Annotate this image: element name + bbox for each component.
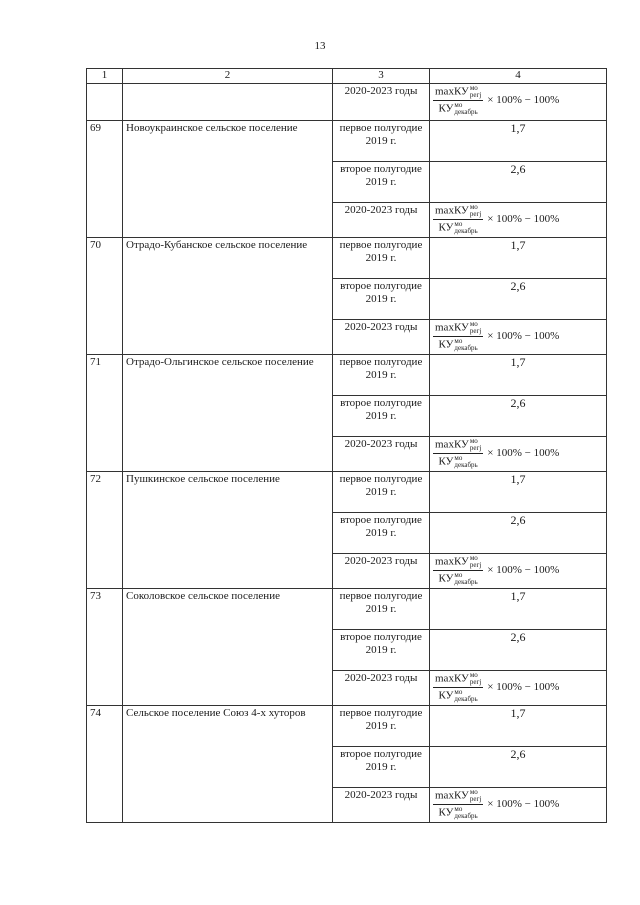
table-row (87, 121, 607, 162)
period-second-half: второе полугодие 2019 г. (333, 162, 430, 203)
period-range: 2020-2023 годы (333, 320, 430, 355)
formula-fraction (433, 85, 483, 116)
formula-tail: × 100% − 100% (487, 94, 560, 106)
formula-denominator: КУ мо декабрь (438, 805, 478, 820)
value-second-half: 2,6 (430, 279, 607, 320)
table-row (87, 589, 607, 630)
period-first-half: первое полугодие 2019 г. (333, 706, 430, 747)
formula-numerator: maxКУ мо регj (435, 203, 482, 218)
header-col-1: 1 (87, 69, 123, 84)
period-first-half: первое полугодие 2019 г. (333, 472, 430, 513)
period-first-half: первое полугодие 2019 г. (333, 238, 430, 279)
formula (433, 321, 603, 352)
cont-num-cell (87, 84, 123, 121)
formula (433, 672, 603, 703)
row-number: 73 (87, 589, 123, 706)
value-second-half: 2,6 (430, 396, 607, 437)
formula (433, 204, 603, 235)
formula-numerator: maxКУ мо регj (435, 84, 482, 99)
period-second-half: второе полугодие 2019 г. (333, 396, 430, 437)
header-col-2: 2 (123, 69, 333, 84)
formula (433, 789, 603, 820)
formula-tail: × 100% − 100% (487, 564, 560, 576)
header-col-4: 4 (430, 69, 607, 84)
formula-fraction (433, 555, 483, 586)
period-range: 2020-2023 годы (333, 203, 430, 238)
continuation-row (87, 84, 607, 121)
formula-tail: × 100% − 100% (487, 798, 560, 810)
formula-denominator: КУ мо декабрь (438, 688, 478, 703)
value-first-half: 1,7 (430, 355, 607, 396)
formula-cell (430, 203, 607, 238)
formula-fraction (433, 321, 483, 352)
formula-cell (430, 788, 607, 823)
formula (433, 85, 603, 116)
formula (433, 555, 603, 586)
value-second-half: 2,6 (430, 162, 607, 203)
value-second-half: 2,6 (430, 630, 607, 671)
row-number: 72 (87, 472, 123, 589)
formula-numerator: maxКУ мо регj (435, 554, 482, 569)
formula-cell (430, 554, 607, 589)
row-number: 70 (87, 238, 123, 355)
period-range: 2020-2023 годы (333, 788, 430, 823)
formula-fraction (433, 672, 483, 703)
cont-period-cell: 2020-2023 годы (333, 84, 430, 121)
formula-numerator: maxКУ мо регj (435, 437, 482, 452)
value-first-half: 1,7 (430, 238, 607, 279)
header-col-3: 3 (333, 69, 430, 84)
formula-tail: × 100% − 100% (487, 447, 560, 459)
cont-formula-cell (430, 84, 607, 121)
page-number: 13 (314, 40, 326, 52)
table-row (87, 355, 607, 396)
formula-denominator: КУ мо декабрь (438, 220, 478, 235)
table-body (87, 69, 607, 823)
formula-tail: × 100% − 100% (487, 681, 560, 693)
formula-tail: × 100% − 100% (487, 330, 560, 342)
settlement-name: Сельское поселение Союз 4-х хуторов (123, 706, 333, 823)
period-second-half: второе полугодие 2019 г. (333, 513, 430, 554)
settlement-name: Отрадо-Кубанское сельское поселение (123, 238, 333, 355)
value-first-half: 1,7 (430, 589, 607, 630)
formula-denominator: КУ мо декабрь (438, 337, 478, 352)
settlement-name: Новоукраинское сельское поселение (123, 121, 333, 238)
period-second-half: второе полугодие 2019 г. (333, 747, 430, 788)
period-first-half: первое полугодие 2019 г. (333, 355, 430, 396)
period-second-half: второе полугодие 2019 г. (333, 279, 430, 320)
table-row (87, 706, 607, 747)
period-range: 2020-2023 годы (333, 671, 430, 706)
formula-tail: × 100% − 100% (487, 213, 560, 225)
settlement-name: Отрадо-Ольгинское сельское поселение (123, 355, 333, 472)
formula-cell (430, 437, 607, 472)
value-second-half: 2,6 (430, 747, 607, 788)
row-number: 74 (87, 706, 123, 823)
period-range: 2020-2023 годы (333, 554, 430, 589)
formula-denominator: КУ мо декабрь (438, 454, 478, 469)
formula-denominator: КУ мо декабрь (438, 101, 478, 116)
formula-numerator: maxКУ мо регj (435, 671, 482, 686)
header-row (87, 69, 607, 84)
value-second-half: 2,6 (430, 513, 607, 554)
formula-denominator: КУ мо декабрь (438, 571, 478, 586)
formula-cell (430, 320, 607, 355)
formula-numerator: maxКУ мо регj (435, 788, 482, 803)
period-first-half: первое полугодие 2019 г. (333, 589, 430, 630)
value-first-half: 1,7 (430, 706, 607, 747)
row-number: 71 (87, 355, 123, 472)
settlement-name: Пушкинское сельское поселение (123, 472, 333, 589)
table-row (87, 238, 607, 279)
row-number: 69 (87, 121, 123, 238)
formula-fraction (433, 789, 483, 820)
period-first-half: первое полугодие 2019 г. (333, 121, 430, 162)
formula-numerator: maxКУ мо регj (435, 320, 482, 335)
cont-name-cell (123, 84, 333, 121)
data-table (86, 68, 607, 823)
formula (433, 438, 603, 469)
value-first-half: 1,7 (430, 121, 607, 162)
formula-fraction (433, 438, 483, 469)
table-row (87, 472, 607, 513)
formula-fraction (433, 204, 483, 235)
value-first-half: 1,7 (430, 472, 607, 513)
settlement-name: Соколовское сельское поселение (123, 589, 333, 706)
formula-cell (430, 671, 607, 706)
period-second-half: второе полугодие 2019 г. (333, 630, 430, 671)
period-range: 2020-2023 годы (333, 437, 430, 472)
